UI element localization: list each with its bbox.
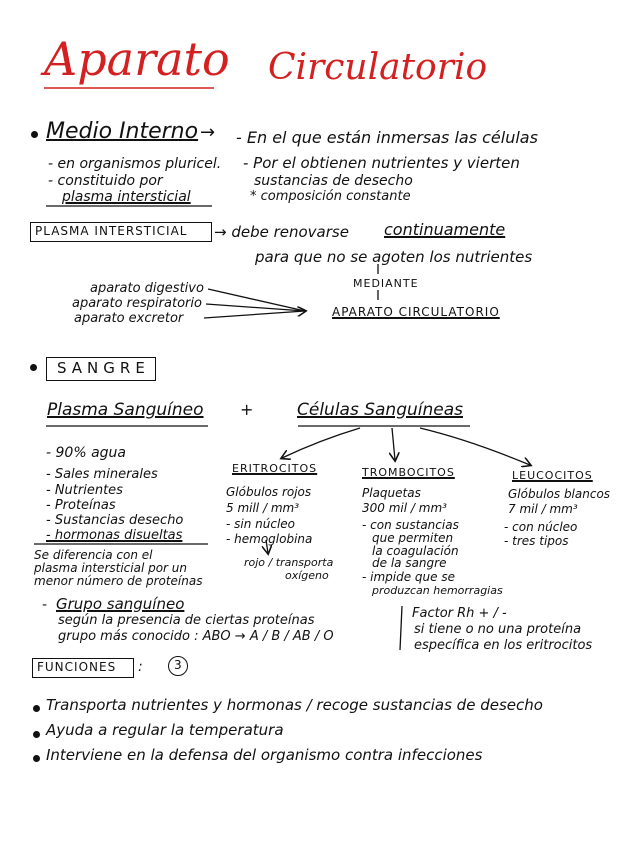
leuco-l2: 7 mil / mm³	[508, 502, 578, 516]
branch-leuco	[420, 428, 530, 465]
leuco-head: LEUCOCITOS	[512, 469, 593, 482]
trombo-l8: produzcan hemorragias	[372, 584, 503, 597]
plasma-line2: para que no se agoten los nutrientes	[255, 248, 533, 266]
plasma-item: - Nutrientes	[46, 483, 123, 498]
trombo-l6: de la sangre	[372, 556, 447, 570]
rh-divider	[400, 606, 402, 650]
plasma-mediante: MEDIANTE	[353, 277, 419, 290]
leuco-l4: - tres tipos	[504, 534, 569, 548]
funcion-item: Ayuda a regular la temperatura	[46, 721, 284, 739]
branch-trombo	[392, 428, 395, 460]
plasma-ap3: aparato excretor	[74, 311, 184, 326]
trombo-l4: que permiten	[372, 531, 454, 545]
medio-def3: sustancias de desecho	[254, 173, 413, 189]
plasma-item: - Sustancias desecho	[46, 513, 184, 528]
medio-heading: Medio Interno	[46, 119, 199, 144]
arrow-excretor	[204, 311, 305, 318]
medio-left2: - constituido por	[48, 173, 163, 189]
trombo-l7: - impide que se	[362, 570, 455, 584]
eritro-head: ERITROCITOS	[232, 462, 318, 475]
plasma-dif2: plasma intersticial por un	[34, 561, 188, 575]
plasma-dif1: Se diferencia con el	[34, 548, 153, 562]
celulas-sanguineas: Células Sanguíneas	[297, 400, 464, 420]
plasma-ap2: aparato respiratorio	[72, 296, 202, 311]
plasma-intersticial-label: PLASMA INTERSTICIAL	[35, 224, 188, 238]
hemoglobina-arrow	[266, 540, 268, 553]
medio-arrow: →	[200, 122, 216, 143]
funciones-count: 3	[174, 658, 182, 672]
eritro-l4: - hemoglobina	[226, 532, 313, 546]
plasma-aparato-circulatorio: APARATO CIRCULATORIO	[332, 305, 500, 319]
medio-left1: - en organismos pluricel.	[48, 156, 222, 172]
leuco-l1: Glóbulos blancos	[508, 487, 611, 501]
eritro-l6: oxígeno	[285, 569, 329, 582]
funcion-item: Transporta nutrientes y hormonas / recoge sustancias de desecho	[46, 696, 543, 714]
medio-left3: plasma intersticial	[62, 189, 191, 205]
grupo-head: Grupo sanguíneo	[56, 595, 185, 613]
rh-l1: Factor Rh + / -	[412, 606, 507, 621]
trombo-l5: la coagulación	[372, 544, 459, 558]
plasma-item: - Sales minerales	[46, 467, 158, 482]
eritro-l2: 5 mill / mm³	[226, 501, 300, 515]
plasma-sanguineo: Plasma Sanguíneo	[47, 400, 204, 420]
sangre-label: SANGRE	[57, 359, 150, 377]
medio-def4: * composición constante	[250, 189, 411, 204]
plasma-item: - Proteínas	[46, 498, 116, 513]
eritro-l5: rojo / transporta	[244, 556, 334, 569]
plasma-dif3: menor número de proteínas	[34, 574, 203, 588]
eritro-l1: Glóbulos rojos	[226, 485, 312, 499]
sangre-plus: +	[240, 400, 254, 419]
plasma-item: - hormonas disueltas	[46, 528, 183, 543]
plasma-ap1: aparato digestivo	[90, 281, 204, 296]
plasma-line1: → debe renovarse	[214, 223, 349, 241]
leuco-l3: - con núcleo	[504, 520, 578, 534]
title-aparato: Aparato	[44, 32, 230, 86]
plasma-continuamente: continuamente	[384, 220, 506, 239]
funciones-colon: :	[138, 659, 143, 675]
trombo-l1: Plaquetas	[362, 486, 421, 500]
grupo-l1: según la presencia de ciertas proteínas	[58, 613, 315, 628]
trombo-head: TROMBOCITOS	[362, 466, 455, 479]
funcion-item: Interviene en la defensa del organismo contra infecciones	[46, 746, 483, 764]
grupo-l2: grupo más conocido : ABO → A / B / AB / O	[58, 629, 334, 644]
funciones-label: FUNCIONES	[37, 660, 117, 674]
eritro-l3: - sin núcleo	[226, 517, 296, 531]
trombo-l3: - con sustancias	[362, 518, 459, 532]
title-circulatorio: Circulatorio	[268, 47, 488, 88]
plasma-item: - 90% agua	[46, 445, 126, 461]
trombo-l2: 300 mil / mm³	[362, 501, 447, 515]
medio-def2: - Por el obtienen nutrientes y vierten	[243, 154, 520, 172]
branch-eritro	[282, 428, 360, 458]
grupo-dash: -	[42, 597, 48, 613]
rh-l2: si tiene o no una proteína	[414, 622, 582, 637]
rh-l3: específica en los eritrocitos	[414, 638, 593, 653]
medio-def1: - En el que están inmersas las células	[236, 128, 538, 147]
